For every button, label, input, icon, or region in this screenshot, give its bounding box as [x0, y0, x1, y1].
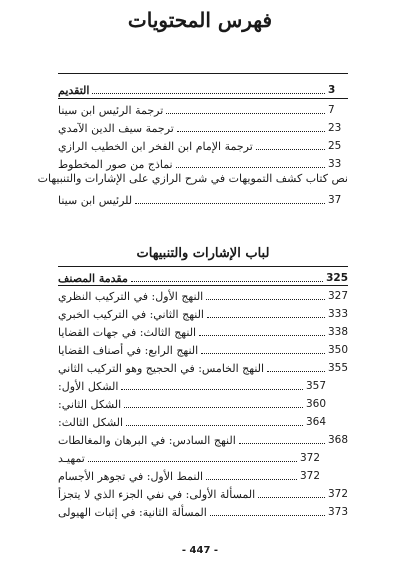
toc-entry — [58, 118, 348, 135]
dot-leader — [176, 167, 325, 168]
toc-entry-title: النمط الأول: في تجوهر الأجسام — [58, 470, 204, 483]
dot-leader — [210, 515, 325, 516]
toc-entry-title: ترجمة سيف الدين الآمدي — [58, 122, 174, 135]
toc-entry-title: المسألة الأولى: في نفي الجزء الذي لا يتجزأ — [58, 488, 256, 501]
toc-entry-page: 357 — [305, 380, 326, 392]
toc-entry-page: 327 — [327, 290, 348, 302]
dot-leader — [126, 425, 303, 426]
toc-entry-title: النهج الخامس: في الحجيج وهو التركيب الثاني — [58, 362, 265, 375]
toc-entry-title: النهج الثالث: في جهات القضايا — [58, 326, 197, 339]
section-heading: لباب الإشارات والتنبيهات — [136, 246, 270, 261]
toc-entry-page: 350 — [327, 344, 348, 356]
dot-leader — [258, 497, 325, 498]
page-number: - 447 - — [181, 545, 219, 556]
toc-entry-page: 338 — [327, 326, 348, 338]
toc-entry-page: 364 — [305, 416, 326, 428]
toc-entry-page: 325 — [326, 272, 348, 284]
dot-leader — [121, 389, 302, 390]
page-title: فهرس المحتويات — [127, 8, 273, 32]
toc-entry-page: 3 — [328, 84, 336, 96]
toc-entry-page: 373 — [327, 506, 348, 518]
toc-entry — [58, 100, 348, 117]
toc-entry-title: الشكل الثالث: — [58, 416, 124, 429]
toc-entry-title: الشكل الأول: — [58, 380, 119, 393]
toc-entry-title: النهج الثاني: في التركيب الخبري — [58, 308, 204, 321]
toc-entry-title: الشكل الثاني: — [58, 398, 122, 411]
section-divider-top — [58, 266, 348, 267]
toc-entry-title: للرئيس ابن سينا — [58, 194, 133, 207]
dot-leader — [201, 353, 325, 354]
toc-entry-title: نماذج من صور المخطوط — [58, 158, 173, 171]
dot-leader — [135, 203, 325, 204]
dot-leader — [124, 407, 303, 408]
toc-entry — [58, 502, 348, 519]
toc-entry — [58, 358, 348, 375]
toc-entry — [58, 484, 348, 501]
toc-entry — [58, 430, 348, 447]
toc-entry-page: 7 — [328, 104, 335, 116]
toc-entry — [58, 136, 348, 153]
dot-leader — [131, 281, 323, 282]
toc-entry — [58, 190, 348, 207]
toc-entry — [58, 154, 348, 171]
toc-entry-page: 372 — [299, 470, 320, 482]
toc-entry-title: المسألة الثانية: في إثبات الهيولى — [58, 506, 207, 519]
toc-entry — [58, 466, 320, 483]
toc-entry-page: 333 — [327, 308, 348, 320]
toc-entry — [58, 340, 348, 357]
toc-entry-page: 25 — [328, 140, 342, 152]
toc-entry-title: تمهيـد — [58, 452, 85, 465]
toc-entry — [58, 286, 348, 303]
dot-leader — [256, 149, 325, 150]
toc-entry — [58, 322, 348, 339]
toc-entry-page: 372 — [327, 488, 348, 500]
toc-entry-title: النهج الرابع: في أصناف القضايا — [58, 344, 199, 357]
dot-leader — [239, 443, 325, 444]
toc-entry — [58, 304, 348, 321]
toc-entry-page: 33 — [328, 158, 342, 170]
toc-entry-title: مقدمة المصنف — [58, 272, 128, 285]
dot-leader — [92, 93, 325, 94]
toc-entry-page: 355 — [327, 362, 348, 374]
toc-entry — [58, 80, 348, 97]
toc-entry — [58, 412, 326, 429]
toc-entry-title: النهج السادس: في البرهان والمغالطات — [58, 434, 236, 447]
dot-leader — [267, 371, 325, 372]
dot-leader — [207, 317, 325, 318]
dot-leader — [206, 299, 325, 300]
intro-divider — [58, 98, 348, 99]
dot-leader — [177, 131, 325, 132]
toc-entry-page: 368 — [327, 434, 348, 446]
toc-entry — [58, 394, 326, 411]
toc-entry-title: ترجمة الرئيس ابن سينا — [58, 104, 164, 117]
title-divider — [58, 73, 348, 74]
toc-entry-title: التقديم — [58, 84, 90, 97]
toc-entry — [58, 268, 348, 285]
toc-entry-page: 372 — [299, 452, 320, 464]
toc-entry — [58, 448, 320, 465]
toc-entry-multiline-line1: نص كتاب كشف التمويهات في شرح الرازي على الإشارات والتنبيهات — [37, 172, 348, 185]
toc-entry-page: 23 — [328, 122, 342, 134]
dot-leader — [199, 335, 325, 336]
dot-leader — [88, 461, 297, 462]
dot-leader — [166, 113, 325, 114]
toc-entry — [58, 376, 326, 393]
toc-entry-page: 37 — [328, 194, 342, 206]
dot-leader — [206, 479, 297, 480]
toc-entry-title: ترجمة الإمام ابن الفخر ابن الخطيب الرازي — [58, 140, 253, 153]
toc-entry-page: 360 — [305, 398, 326, 410]
toc-entry-title: النهج الأول: في التركيب النظري — [58, 290, 204, 303]
